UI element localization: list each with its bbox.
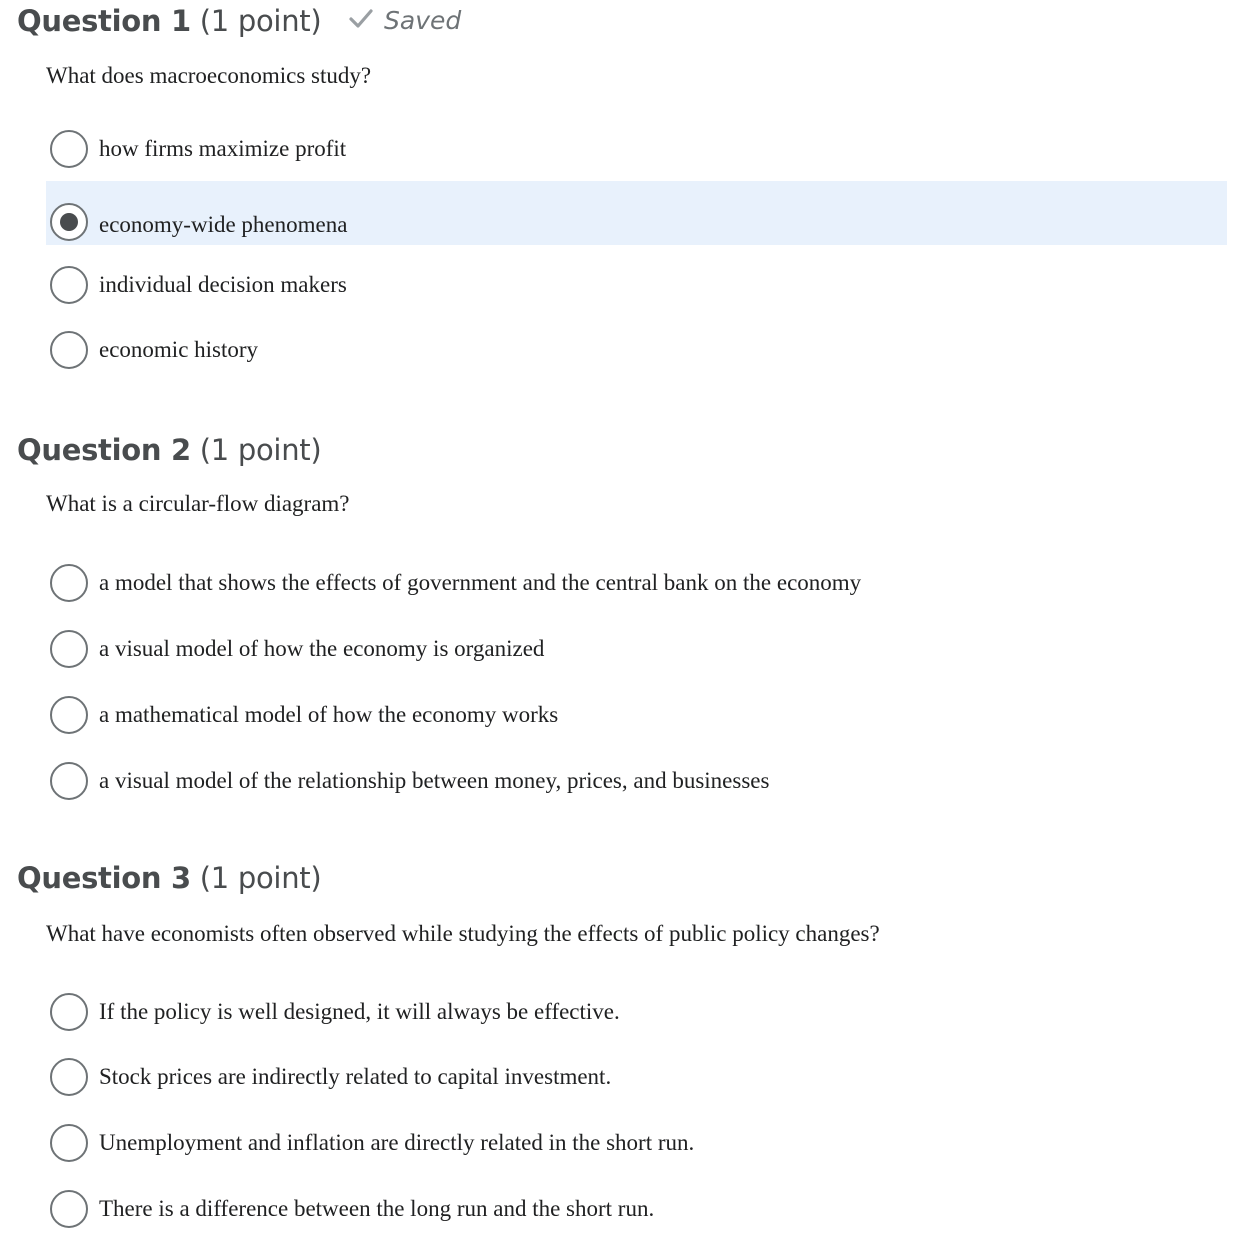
answer-label[interactable]: economy-wide phenomena	[99, 212, 348, 237]
question-heading	[17, 432, 321, 468]
answer-option[interactable]	[46, 1112, 1227, 1176]
radio-button[interactable]	[50, 696, 88, 734]
answer-label[interactable]: a mathematical model of how the economy works	[99, 702, 559, 727]
answer-label[interactable]: a model that shows the effects of government and the central bank on the economy	[99, 570, 862, 595]
radio-button-checked[interactable]	[50, 203, 88, 241]
question-text: What is a circular-flow diagram?	[46, 491, 350, 516]
radio-button[interactable]	[50, 630, 88, 668]
answer-option[interactable]	[46, 750, 1227, 814]
checkmark-icon	[348, 6, 374, 32]
radio-button[interactable]	[50, 1190, 88, 1228]
answer-option[interactable]	[46, 684, 1227, 748]
question-points: (1 point)	[199, 4, 322, 38]
radio-button[interactable]	[50, 1058, 88, 1096]
question-heading	[17, 860, 321, 896]
answer-label[interactable]: a visual model of how the economy is organized	[99, 636, 545, 661]
answer-option[interactable]	[46, 118, 1227, 182]
radio-button[interactable]	[50, 762, 88, 800]
answer-label[interactable]: Unemployment and inflation are directly related in the short run.	[99, 1130, 695, 1155]
question-points: (1 point)	[199, 433, 322, 467]
question-title: Question 3	[17, 861, 191, 895]
question-heading	[17, 3, 321, 39]
radio-button[interactable]	[50, 1124, 88, 1162]
answer-label[interactable]: individual decision makers	[99, 272, 347, 297]
question-points: (1 point)	[199, 861, 322, 895]
answer-option-selected[interactable]	[46, 181, 1227, 245]
saved-status	[348, 6, 461, 36]
answer-option[interactable]	[46, 1046, 1227, 1110]
answer-label[interactable]: how firms maximize profit	[99, 136, 347, 161]
answer-option[interactable]	[46, 1178, 1227, 1242]
answer-label[interactable]: a visual model of the relationship between money, prices, and businesses	[99, 768, 770, 793]
radio-button[interactable]	[50, 266, 88, 304]
answer-label[interactable]: There is a difference between the long run and the short run.	[99, 1196, 655, 1221]
saved-label: Saved	[384, 6, 462, 35]
question-text: What does macroeconomics study?	[46, 63, 372, 88]
answer-option[interactable]	[46, 254, 1227, 318]
answer-label[interactable]: If the policy is well designed, it will always be effective.	[99, 999, 620, 1024]
radio-button[interactable]	[50, 331, 88, 369]
answer-option[interactable]	[46, 552, 1227, 616]
answer-option[interactable]	[46, 981, 1227, 1045]
answer-option[interactable]	[46, 618, 1227, 682]
answer-label[interactable]: Stock prices are indirectly related to capital investment.	[99, 1064, 612, 1089]
question-text: What have economists often observed while studying the effects of public policy changes?	[46, 921, 880, 946]
radio-button[interactable]	[50, 564, 88, 602]
question-title: Question 1	[17, 4, 191, 38]
answer-option[interactable]	[46, 319, 1227, 383]
radio-button[interactable]	[50, 130, 88, 168]
radio-button[interactable]	[50, 993, 88, 1031]
question-title: Question 2	[17, 433, 191, 467]
answer-label[interactable]: economic history	[99, 337, 259, 362]
